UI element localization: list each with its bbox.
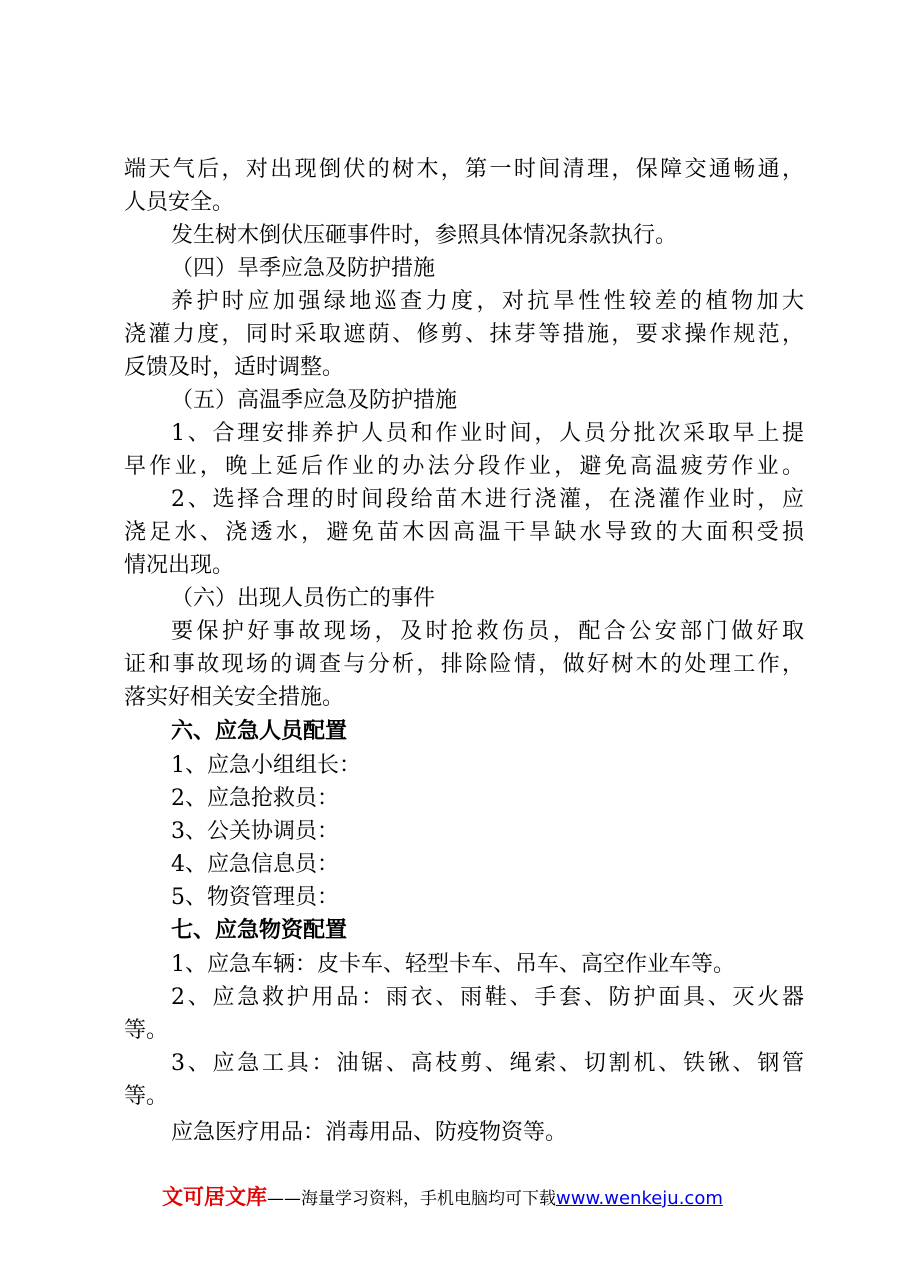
section-subheading: （四）旱季应急及防护措施 [171, 256, 436, 281]
list-item: 4、应急信息员： [171, 852, 339, 877]
list-item: 2、应急救护用品：雨衣、雨鞋、手套、防护面具、灭火器 [171, 985, 804, 1010]
list-item: 2、应急抢救员： [171, 786, 339, 811]
body-line: 应急医疗用品：消毒用品、防疫物资等。 [171, 1120, 568, 1145]
list-item: 5、物资管理员： [171, 885, 339, 910]
body-line: 等。 [124, 1084, 169, 1109]
body-line: 1、合理安排养护人员和作业时间，人员分批次采取早上提 [171, 421, 804, 446]
body-line: 浇灌力度，同时采取遮荫、修剪、抹芽等措施，要求操作规范， [124, 322, 804, 347]
body-line: 发生树木倒伏压砸事件时，参照具体情况条款执行。 [171, 223, 678, 248]
footer-tagline: ——海量学习资料，手机电脑均可下载 [267, 1189, 556, 1209]
section-subheading: （五）高温季应急及防护措施 [171, 388, 458, 413]
list-item: 1、应急小组组长： [171, 753, 361, 778]
body-line: 人员安全。 [124, 190, 235, 215]
brand-name: 文可居文库 [162, 1185, 267, 1209]
website-link[interactable]: www.wenkeju.com [556, 1188, 723, 1209]
body-line: 情况出现。 [124, 553, 235, 578]
body-line: 养护时应加强绿地巡查力度，对抗旱性性较差的植物加大 [171, 289, 804, 314]
list-item: 1、应急车辆：皮卡车、轻型卡车、吊车、高空作业车等。 [171, 952, 735, 977]
body-line: 浇足水、浇透水，避免苗木因高温干旱缺水导致的大面积受损 [124, 520, 804, 545]
body-line: 等。 [124, 1018, 169, 1043]
body-line: 端天气后，对出现倒伏的树木，第一时间清理，保障交通畅通， [124, 157, 804, 182]
section-heading: 六、应急人员配置 [171, 719, 348, 744]
list-item: 3、应急工具：油锯、高枝剪、绳索、切割机、铁锹、钢管 [171, 1051, 804, 1076]
section-subheading: （六）出现人员伤亡的事件 [171, 586, 436, 611]
body-line: 落实好相关安全措施。 [124, 685, 345, 710]
body-line: 证和事故现场的调查与分析，排除险情，做好树木的处理工作， [124, 652, 804, 677]
body-line: 早作业，晚上延后作业的办法分段作业，避免高温疲劳作业。 [124, 454, 804, 479]
body-line: 2、选择合理的时间段给苗木进行浇灌，在浇灌作业时，应 [171, 487, 804, 512]
footer-banner [162, 1182, 723, 1212]
body-line: 要保护好事故现场，及时抢救伤员，配合公安部门做好取 [171, 619, 804, 644]
section-heading: 七、应急物资配置 [171, 918, 348, 943]
body-line: 反馈及时，适时调整。 [124, 355, 345, 380]
list-item: 3、公关协调员： [171, 819, 339, 844]
